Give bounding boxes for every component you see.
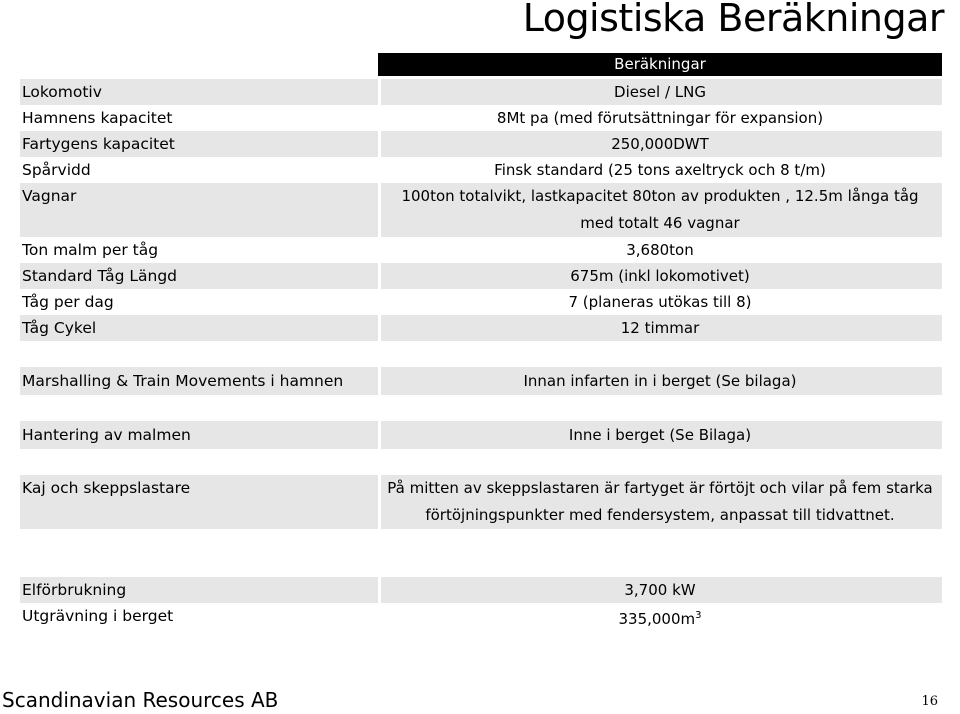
row-label: Tåg Cykel — [22, 319, 97, 337]
column-header: Beräkningar — [378, 53, 942, 76]
row-label: Marshalling & Train Movements i hamnen — [22, 372, 344, 390]
table-row — [20, 577, 942, 603]
row-label: Utgrävning i berget — [22, 607, 174, 625]
row-label: Ton malm per tåg — [22, 241, 159, 259]
table-row — [20, 183, 942, 237]
row-value: 3,680ton — [626, 241, 694, 259]
row-value: 250,000DWT — [611, 135, 709, 153]
spacer-row — [20, 551, 942, 577]
table-row — [20, 421, 942, 449]
row-value: 8Mt pa (med förutsättningar för expansion) — [496, 109, 824, 127]
page-number: 16 — [921, 694, 938, 709]
row-label: Vagnar — [22, 187, 77, 205]
row-value-line2: förtöjningspunkter med fendersystem, anpassat till tidvattnet. — [425, 506, 895, 524]
table-row — [20, 603, 942, 629]
row-label: Kaj och skeppslastare — [22, 479, 191, 497]
superscript: 3 — [695, 610, 702, 621]
footer-company: Scandinavian Resources AB — [2, 688, 279, 712]
row-label: Tåg per dag — [22, 293, 114, 311]
row-value: Inne i berget (Se Bilaga) — [568, 426, 752, 444]
row-value — [378, 603, 942, 632]
row-label: Fartygens kapacitet — [22, 135, 175, 153]
row-label: Elförbrukning — [22, 581, 127, 599]
row-value-text: 335,000m — [618, 610, 696, 628]
spacer-row — [20, 449, 942, 475]
table-row — [20, 263, 942, 289]
page-title: Logistiska Beräkningar — [522, 0, 944, 40]
table-row — [20, 289, 942, 315]
table-row — [20, 315, 942, 341]
spacer-row — [20, 341, 942, 367]
table-row — [20, 157, 942, 183]
row-value: 7 (planeras utökas till 8) — [568, 293, 752, 311]
table-row — [20, 237, 942, 263]
spacer-row — [20, 395, 942, 421]
table-row — [20, 131, 942, 157]
row-label: Spårvidd — [22, 161, 91, 179]
row-value: 100ton totalvikt, lastkapacitet 80ton av produkten , 12.5m långa tåg — [401, 187, 919, 205]
row-value: 675m (inkl lokomotivet) — [570, 267, 750, 285]
row-value: Innan infarten in i berget (Se bilaga) — [523, 372, 797, 390]
row-value: Diesel / LNG — [614, 83, 706, 101]
row-value: 12 timmar — [620, 319, 700, 337]
table-row — [20, 367, 942, 395]
row-label: Lokomotiv — [22, 83, 102, 101]
row-value-line2: med totalt 46 vagnar — [580, 214, 740, 232]
row-value: Finsk standard (25 tons axeltryck och 8 t/m) — [494, 161, 826, 179]
table-row — [20, 105, 942, 131]
row-label: Hantering av malmen — [22, 426, 191, 444]
table-row — [20, 79, 942, 105]
row-value: 3,700 kW — [624, 581, 696, 599]
row-value: På mitten av skeppslastaren är fartyget är förtöjt och vilar på fem starka — [387, 479, 933, 497]
row-label: Standard Tåg Längd — [22, 267, 177, 285]
row-label: Hamnens kapacitet — [22, 109, 173, 127]
table-row — [20, 475, 942, 529]
